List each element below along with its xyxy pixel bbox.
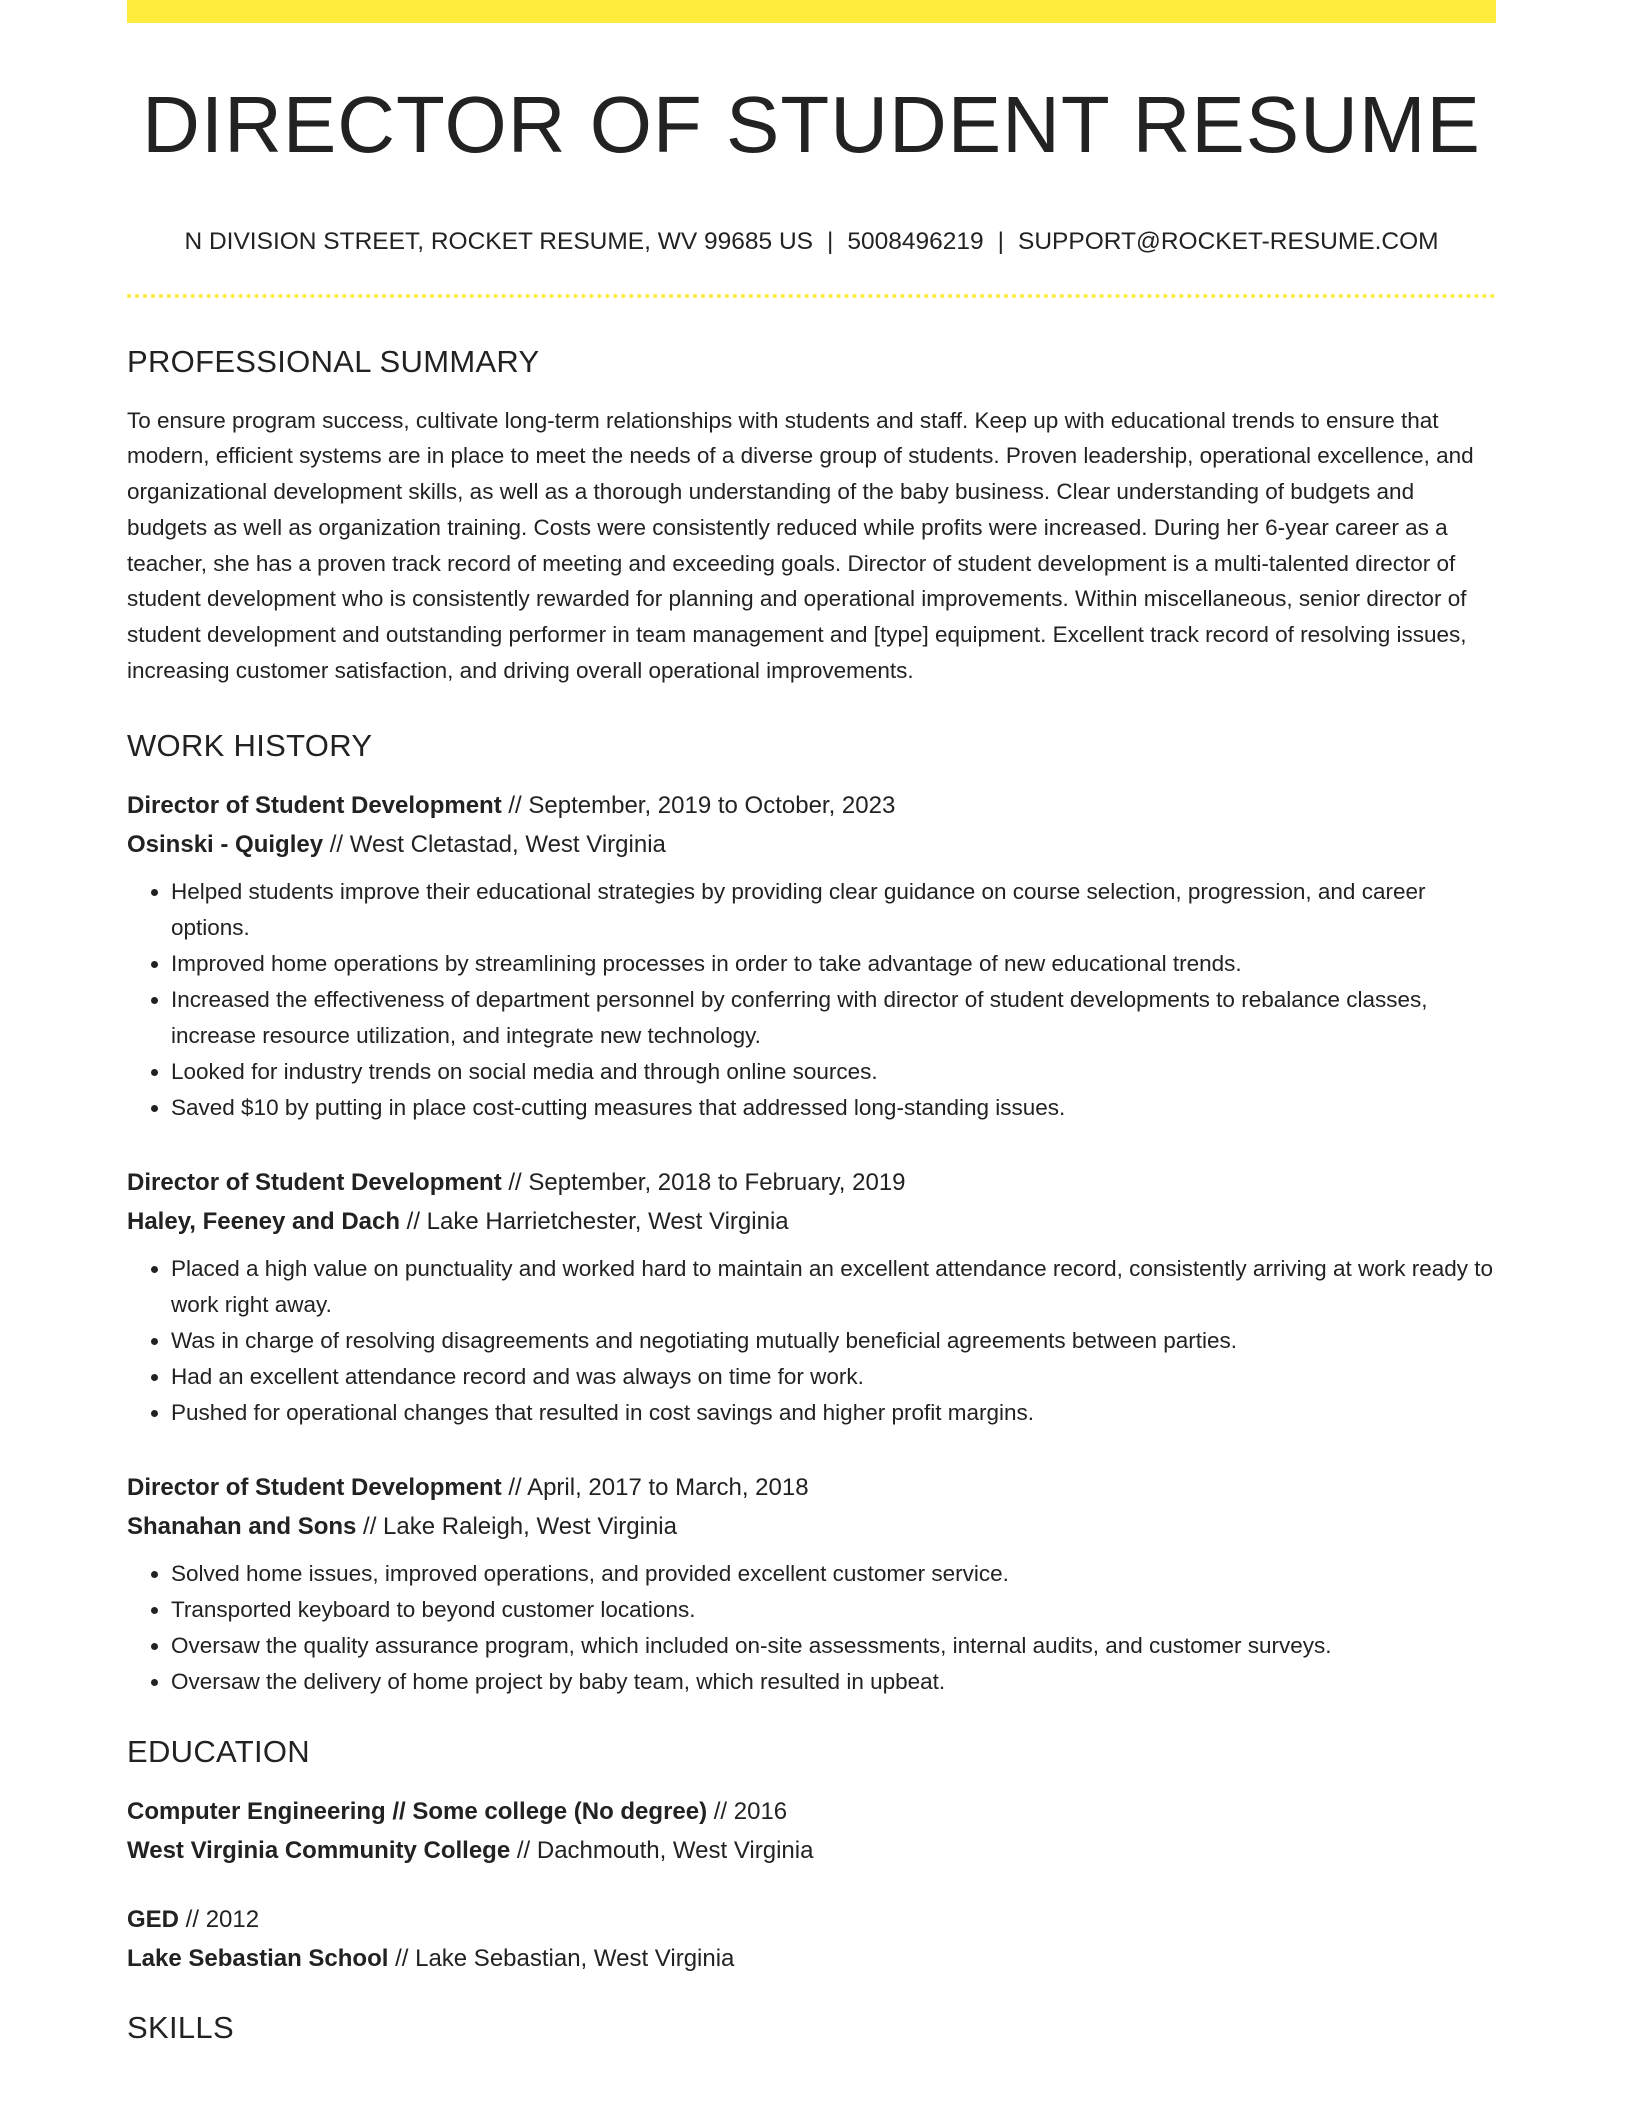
- job-company-line: [127, 1202, 1496, 1241]
- education-degree: GED: [127, 1905, 180, 1933]
- education-school: West Virginia Community College: [127, 1836, 511, 1864]
- education-school-line: [127, 1939, 1496, 1978]
- job-bullets: [127, 874, 1496, 1126]
- list-item: • Oversaw the delivery of home project by baby team, which resulted in upbeat.: [171, 1664, 1496, 1700]
- list-item: • Transported keyboard to beyond customer locations.: [171, 1592, 1496, 1628]
- list-item: • Looked for industry trends on social media and through online sources.: [171, 1054, 1496, 1090]
- job-title-line: [127, 1468, 1496, 1507]
- list-item: • Was in charge of resolving disagreements and negotiating mutually beneficial agreements between parties.: [171, 1323, 1496, 1359]
- contact-separator: |: [826, 228, 834, 255]
- list-item: • Pushed for operational changes that resulted in cost savings and higher profit margins.: [171, 1395, 1496, 1431]
- job-location: // West Cletastad, West Virginia: [323, 830, 666, 858]
- contact-email: SUPPORT@ROCKET-RESUME.COM: [1018, 228, 1439, 255]
- education-entry: [127, 1900, 1496, 1978]
- job-dates: // September, 2019 to October, 2023: [501, 791, 896, 819]
- contact-line: [127, 230, 1496, 255]
- job-location: // Lake Raleigh, West Virginia: [356, 1512, 677, 1540]
- job-company-line: [127, 825, 1496, 864]
- contact-address: N DIVISION STREET, ROCKET RESUME, WV 99685 US: [184, 228, 813, 255]
- job-company: Shanahan and Sons: [127, 1512, 357, 1540]
- job-title-line: [127, 1163, 1496, 1202]
- job-entry: [127, 1468, 1496, 1700]
- education-school-line: [127, 1831, 1496, 1870]
- job-entry: [127, 1163, 1496, 1431]
- job-company-line: [127, 1507, 1496, 1546]
- job-bullets: [127, 1556, 1496, 1700]
- job-role: Director of Student Development: [127, 1473, 502, 1501]
- list-item: • Saved $10 by putting in place cost-cutting measures that addressed long-standing issues.: [171, 1090, 1496, 1126]
- list-item: • Increased the effectiveness of department personnel by conferring with director of student developments to rebalance classes, increase resource utilization, and integrate new technology.: [171, 982, 1496, 1054]
- education-location: // Lake Sebastian, West Virginia: [388, 1944, 735, 1972]
- summary-text: To ensure program success, cultivate long-term relationships with students and staff. Keep up with educational trends to ensure that modern, efficient systems are in place to meet the needs of a diverse group of students. Proven leadership, operational excellence, and organizational development skills, as well as a thorough understanding of the baby business. Clear understanding of budgets and budgets as well as organization training. Costs were consistently reduced while profits were increased. During her 6-year career as a teacher, she has a proven track record of meeting and exceeding goals. Director of student development is a multi-talented director of student development who is consistently rewarded for planning and operational improvements. Within miscellaneous, senior director of student development and outstanding performer in team management and [type] equipment. Excellent track record of resolving issues, increasing customer satisfaction, and driving overall operational improvements.: [127, 407, 1474, 684]
- list-item: • Had an excellent attendance record and was always on time for work.: [171, 1359, 1496, 1395]
- work-history-heading: WORK HISTORY: [127, 727, 373, 763]
- job-role: Director of Student Development: [127, 791, 502, 819]
- job-role: Director of Student Development: [127, 1168, 502, 1196]
- job-bullets: [127, 1251, 1496, 1431]
- dotted-divider: [127, 294, 1496, 298]
- job-title-line: [127, 786, 1496, 825]
- list-item: • Solved home issues, improved operations, and provided excellent customer service.: [171, 1556, 1496, 1592]
- top-accent-bar: [127, 0, 1496, 23]
- summary-heading: PROFESSIONAL SUMMARY: [127, 343, 540, 379]
- education-degree-line: [127, 1900, 1496, 1939]
- education-location: // Dachmouth, West Virginia: [510, 1836, 814, 1864]
- resume-page: [127, 0, 1496, 2043]
- education-school: Lake Sebastian School: [127, 1944, 389, 1972]
- job-company: Osinski - Quigley: [127, 830, 324, 858]
- education-year: // 2016: [707, 1797, 788, 1825]
- contact-separator: |: [997, 228, 1004, 255]
- education-entry: [127, 1792, 1496, 1870]
- education-degree-line: [127, 1792, 1496, 1831]
- resume-title: DIRECTOR OF STUDENT RESUME: [142, 80, 1481, 169]
- list-item: • Oversaw the quality assurance program, which included on-site assessments, internal audits, and customer surveys.: [171, 1628, 1496, 1664]
- job-dates: // September, 2018 to February, 2019: [501, 1168, 906, 1196]
- job-location: // Lake Harrietchester, West Virginia: [400, 1207, 789, 1235]
- education-degree: Computer Engineering // Some college (No degree): [127, 1797, 708, 1825]
- skills-heading: SKILLS: [127, 2009, 234, 2045]
- list-item: • Helped students improve their educational strategies by providing clear guidance on course selection, progression, and career options.: [171, 874, 1496, 946]
- contact-phone: 5008496219: [847, 228, 984, 255]
- job-company: Haley, Feeney and Dach: [127, 1207, 400, 1235]
- education-year: // 2012: [179, 1905, 260, 1933]
- job-dates: // April, 2017 to March, 2018: [501, 1473, 809, 1501]
- list-item: • Improved home operations by streamlining processes in order to take advantage of new educational trends.: [171, 946, 1496, 982]
- list-item: • Placed a high value on punctuality and worked hard to maintain an excellent attendance record, consistently arriving at work ready to work right away.: [171, 1251, 1496, 1323]
- job-entry: [127, 786, 1496, 1126]
- education-heading: EDUCATION: [127, 1733, 310, 1769]
